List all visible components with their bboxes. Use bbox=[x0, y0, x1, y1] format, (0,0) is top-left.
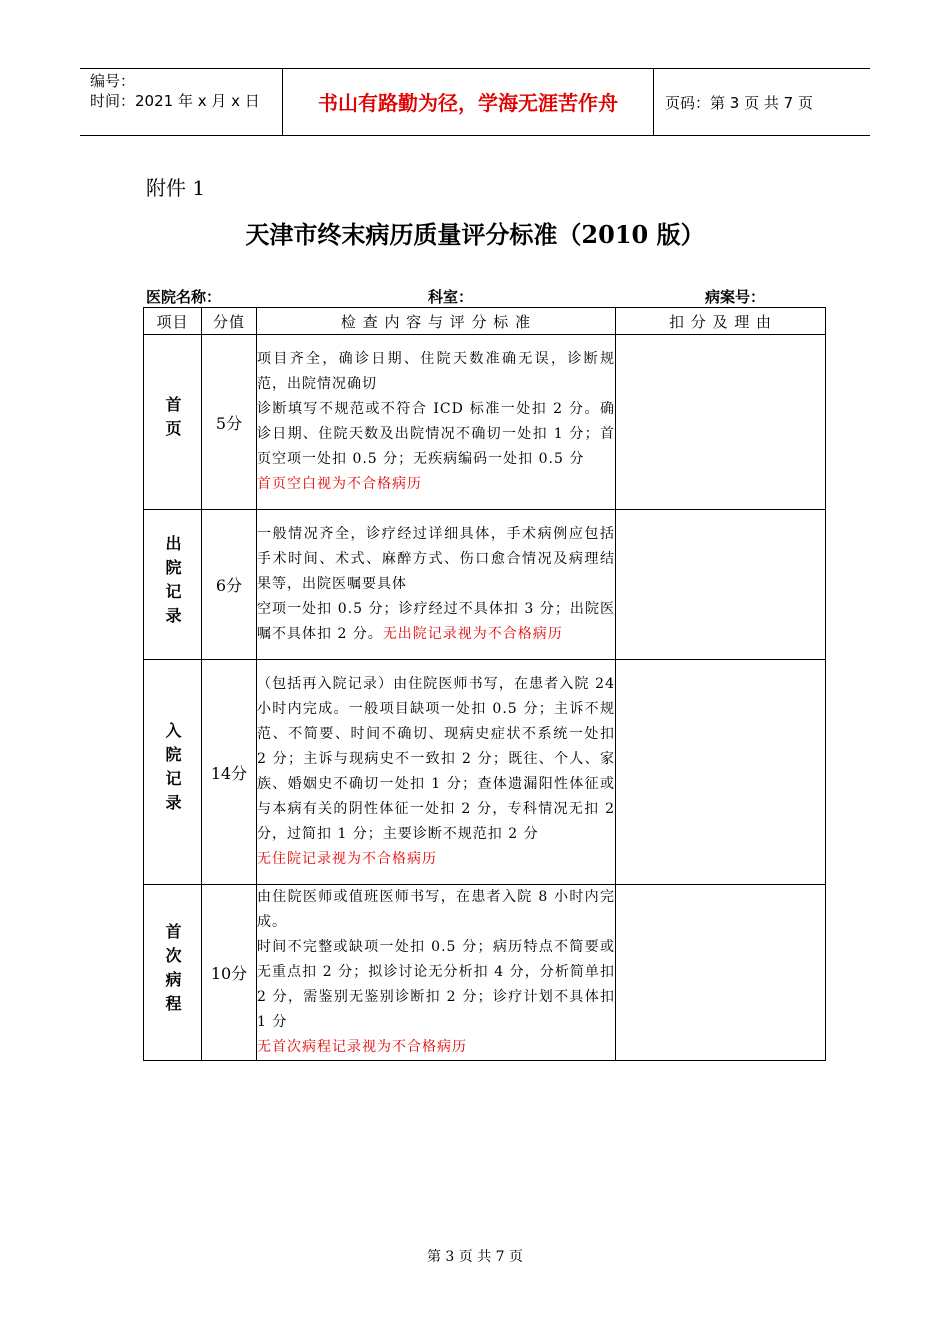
row-deduction-cell[interactable] bbox=[616, 885, 826, 1061]
row-content-red: 无住院记录视为不合格病历 bbox=[257, 851, 437, 867]
row-content bbox=[257, 660, 616, 885]
row-score: 5分 bbox=[202, 335, 257, 510]
row-content bbox=[257, 335, 616, 510]
row-item: 首次病程 bbox=[163, 922, 182, 1019]
header-score: 分值 bbox=[202, 308, 257, 335]
scoring-table bbox=[143, 307, 826, 1061]
row-score: 10分 bbox=[202, 885, 257, 1061]
time-label: 时间：2021 年 x 月 x 日 bbox=[90, 92, 260, 110]
header-item: 项目 bbox=[144, 308, 202, 335]
attachment-label: 附件 1 bbox=[146, 176, 206, 200]
table-header-row bbox=[144, 308, 826, 335]
table-row bbox=[144, 660, 826, 885]
department-label: 科室： bbox=[428, 288, 474, 306]
header-motto: 书山有路勤为径，学海无涯苦作舟 bbox=[282, 68, 654, 136]
row-deduction-cell[interactable] bbox=[616, 510, 826, 660]
header-content: 检 查 内 容 与 评 分 标 准 bbox=[257, 308, 616, 335]
header-left bbox=[90, 71, 260, 111]
row-content-red: 首页空白视为不合格病历 bbox=[257, 476, 422, 492]
row-item-cell bbox=[144, 885, 202, 1061]
row-score: 14分 bbox=[202, 660, 257, 885]
row-item: 入院记录 bbox=[163, 722, 182, 818]
number-label: 编号： bbox=[90, 72, 136, 90]
row-deduction-cell[interactable] bbox=[616, 660, 826, 885]
row-content-red: 无首次病程记录视为不合格病历 bbox=[257, 1039, 467, 1055]
header-page-info: 页码：第 3 页 共 7 页 bbox=[665, 94, 813, 112]
document-header bbox=[80, 68, 870, 136]
row-content bbox=[257, 510, 616, 660]
row-content bbox=[257, 885, 616, 1061]
table-row bbox=[144, 335, 826, 510]
row-content-text: （包括再入院记录）由住院医师书写，在患者入院 24 小时内完成。一般项目缺项一处扣 0.5 分；主诉不规范、不简要、时间不确切、现病史症状不系统一处扣 2 分；主诉与现病史不一致扣 2 分；既往、个人、家族、婚姻史不确切一处扣 1 分；查体遗漏阳性体征或与本病有关的阴性体征一处扣 2 分，专科情况无扣 2 分，过简扣 1 分；主要诊断不规范扣 2 分 bbox=[257, 676, 615, 842]
row-score: 6分 bbox=[202, 510, 257, 660]
row-deduction-cell[interactable] bbox=[616, 335, 826, 510]
row-content-text: 由住院医师或值班医师书写，在患者入院 8 小时内完成。 时间不完整或缺项一处扣 0.5 分；病历特点不简要或无重点扣 2 分；拟诊讨论无分析扣 4 分，分析简单扣 2 分，需鉴别无鉴别诊断扣 2 分；诊疗计划不具体扣 1 分 bbox=[257, 889, 615, 1030]
row-item: 出院记录 bbox=[163, 534, 182, 631]
header-deduction: 扣 分 及 理 由 bbox=[616, 308, 826, 335]
row-content-red: 无出院记录视为不合格病历 bbox=[382, 626, 563, 642]
case-number-label: 病案号： bbox=[705, 288, 766, 306]
page-footer: 第 3 页 共 7 页 bbox=[426, 1249, 524, 1265]
hospital-name-label: 医院名称： bbox=[146, 288, 222, 306]
row-item-cell bbox=[144, 335, 202, 510]
page-title: 天津市终末病历质量评分标准（2010 版） bbox=[245, 220, 705, 249]
row-content-text: 一般情况齐全，诊疗经过详细具体，手术病例应包括手术时间、术式、麻醉方式、伤口愈合情况及病理结果等，出院医嘱要具体 空项一处扣 0.5 分；诊疗经过不具体扣 3 分；出院医嘱不具体扣 2 分。 bbox=[257, 526, 615, 642]
table-row bbox=[144, 885, 826, 1061]
row-item: 首页 bbox=[163, 396, 182, 444]
row-item-cell bbox=[144, 510, 202, 660]
row-content-text: 项目齐全，确诊日期、住院天数准确无误，诊断规范，出院情况确切 诊断填写不规范或不符合 ICD 标准一处扣 2 分。确诊日期、住院天数及出院情况不确切一处扣 1 分；首页空项一处扣 0.5 分；无疾病编码一处扣 0.5 分 bbox=[257, 351, 615, 467]
table-row bbox=[144, 510, 826, 660]
row-item-cell bbox=[144, 660, 202, 885]
